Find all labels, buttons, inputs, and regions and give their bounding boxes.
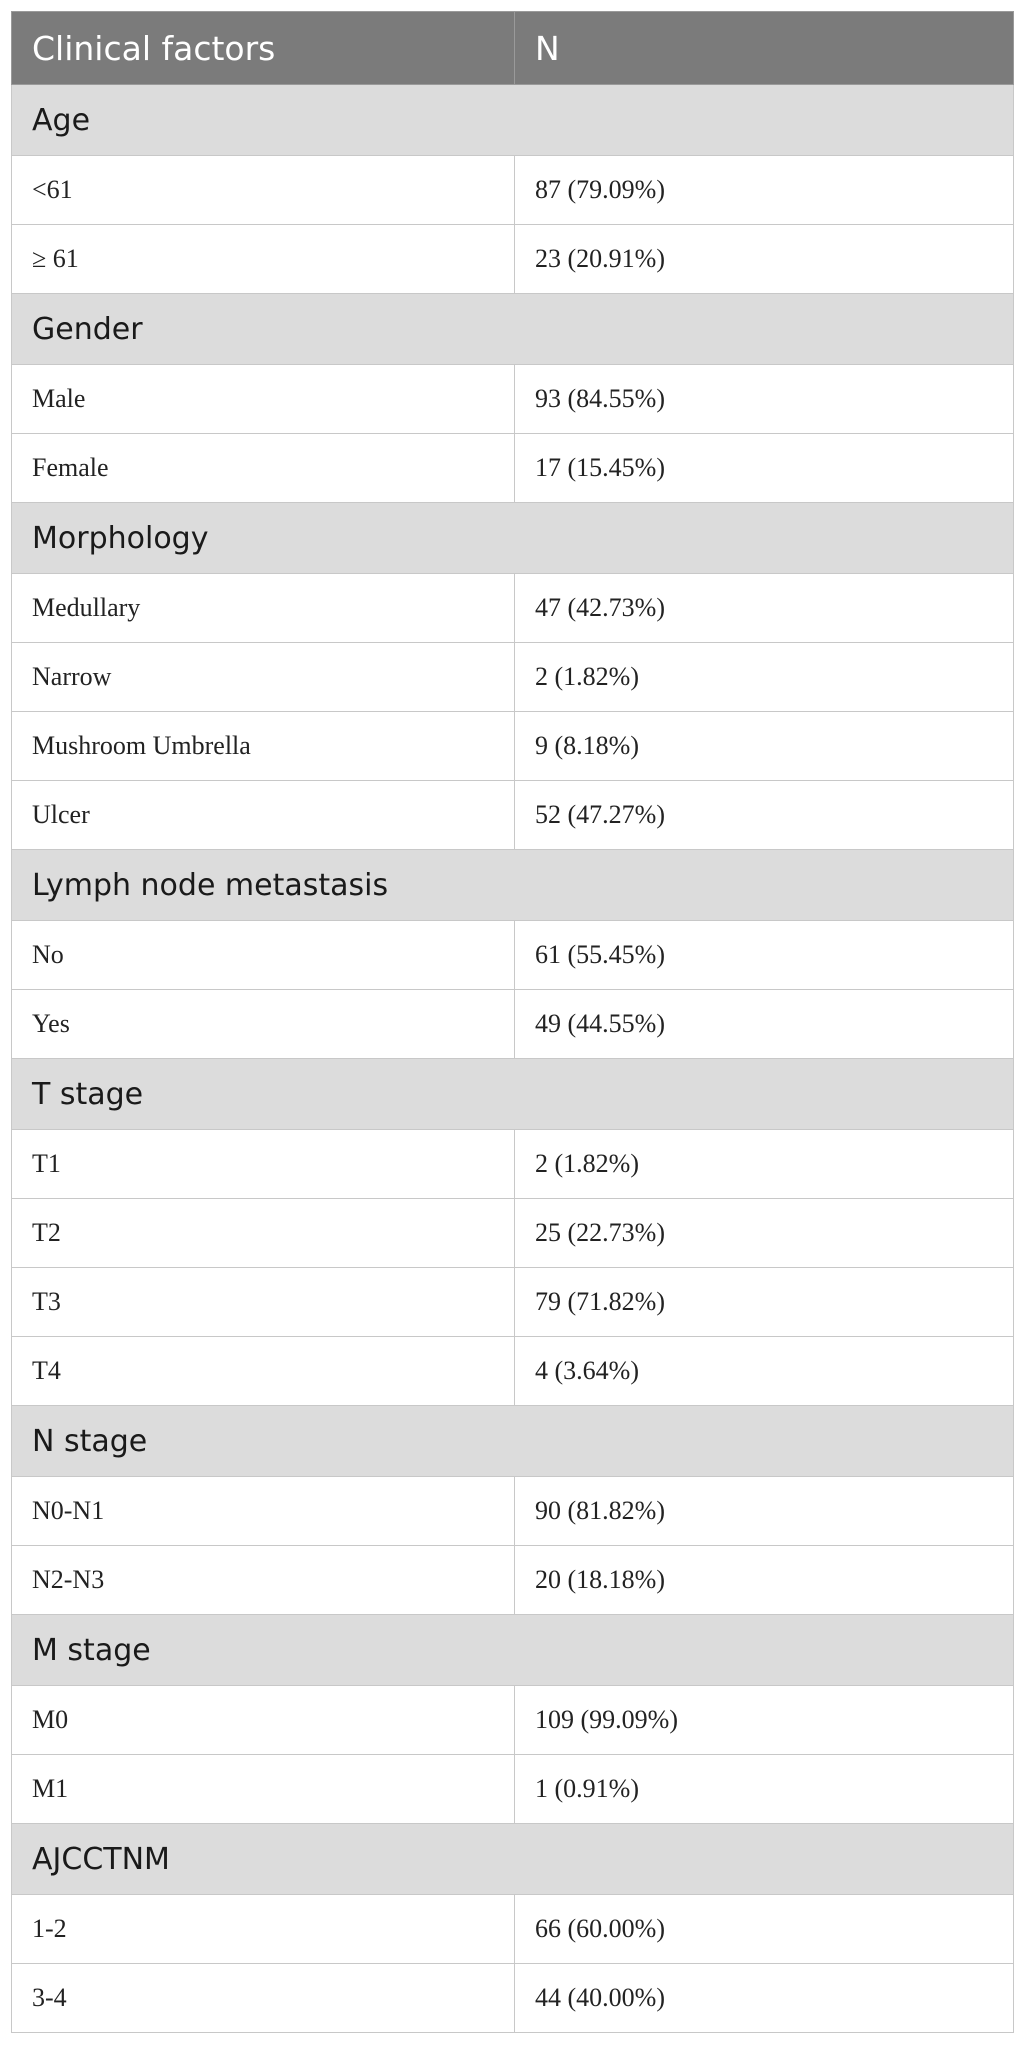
factor-cell: Female — [12, 434, 515, 503]
factor-cell: Ulcer — [12, 781, 515, 850]
group-label: Morphology — [12, 503, 1014, 574]
table-row — [12, 225, 1014, 294]
group-header-row — [12, 85, 1014, 156]
group-label: M stage — [12, 1615, 1014, 1686]
group-label: N stage — [12, 1406, 1014, 1477]
count-cell: 93 (84.55%) — [515, 365, 1014, 434]
table-row — [12, 1477, 1014, 1546]
table-row — [12, 990, 1014, 1059]
count-cell: 25 (22.73%) — [515, 1199, 1014, 1268]
factor-cell: Male — [12, 365, 515, 434]
group-label: Gender — [12, 294, 1014, 365]
table-row — [12, 156, 1014, 225]
group-label: Age — [12, 85, 1014, 156]
group-header-row — [12, 503, 1014, 574]
header-n: N — [515, 12, 1014, 85]
count-cell: 87 (79.09%) — [515, 156, 1014, 225]
factor-cell: T3 — [12, 1268, 515, 1337]
factor-cell: Mushroom Umbrella — [12, 712, 515, 781]
count-cell: 23 (20.91%) — [515, 225, 1014, 294]
factor-cell: T1 — [12, 1130, 515, 1199]
table-row — [12, 712, 1014, 781]
count-cell: 49 (44.55%) — [515, 990, 1014, 1059]
table-row — [12, 1337, 1014, 1406]
table-row — [12, 1755, 1014, 1824]
factor-cell: Narrow — [12, 643, 515, 712]
group-header-row — [12, 1615, 1014, 1686]
count-cell: 79 (71.82%) — [515, 1268, 1014, 1337]
table-row — [12, 434, 1014, 503]
table-row — [12, 1199, 1014, 1268]
table-row — [12, 1268, 1014, 1337]
table-row — [12, 1130, 1014, 1199]
count-cell: 2 (1.82%) — [515, 1130, 1014, 1199]
table-row — [12, 643, 1014, 712]
count-cell: 20 (18.18%) — [515, 1546, 1014, 1615]
table-header-row — [12, 12, 1014, 85]
count-cell: 1 (0.91%) — [515, 1755, 1014, 1824]
count-cell: 4 (3.64%) — [515, 1337, 1014, 1406]
factor-cell: N0-N1 — [12, 1477, 515, 1546]
table-row — [12, 574, 1014, 643]
table-row — [12, 1686, 1014, 1755]
group-label: Lymph node metastasis — [12, 850, 1014, 921]
count-cell: 90 (81.82%) — [515, 1477, 1014, 1546]
count-cell: 52 (47.27%) — [515, 781, 1014, 850]
count-cell: 17 (15.45%) — [515, 434, 1014, 503]
table-row — [12, 365, 1014, 434]
header-clinical-factors: Clinical factors — [12, 12, 515, 85]
factor-cell: N2-N3 — [12, 1546, 515, 1615]
group-header-row — [12, 1824, 1014, 1895]
factor-cell: Medullary — [12, 574, 515, 643]
table-row — [12, 1964, 1014, 2033]
group-label: T stage — [12, 1059, 1014, 1130]
factor-cell: M0 — [12, 1686, 515, 1755]
group-header-row — [12, 294, 1014, 365]
factor-cell: M1 — [12, 1755, 515, 1824]
table-row — [12, 1895, 1014, 1964]
count-cell: 109 (99.09%) — [515, 1686, 1014, 1755]
count-cell: 44 (40.00%) — [515, 1964, 1014, 2033]
table-body — [12, 85, 1014, 2033]
table-row — [12, 921, 1014, 990]
group-header-row — [12, 1406, 1014, 1477]
count-cell: 61 (55.45%) — [515, 921, 1014, 990]
count-cell: 2 (1.82%) — [515, 643, 1014, 712]
factor-cell: Yes — [12, 990, 515, 1059]
count-cell: 9 (8.18%) — [515, 712, 1014, 781]
table-row — [12, 781, 1014, 850]
table-row — [12, 1546, 1014, 1615]
count-cell: 66 (60.00%) — [515, 1895, 1014, 1964]
factor-cell: ≥ 61 — [12, 225, 515, 294]
factor-cell: <61 — [12, 156, 515, 225]
factor-cell: 1-2 — [12, 1895, 515, 1964]
factor-cell: T4 — [12, 1337, 515, 1406]
group-header-row — [12, 850, 1014, 921]
factor-cell: No — [12, 921, 515, 990]
factor-cell: T2 — [12, 1199, 515, 1268]
factor-cell: 3-4 — [12, 1964, 515, 2033]
count-cell: 47 (42.73%) — [515, 574, 1014, 643]
group-label: AJCCTNM — [12, 1824, 1014, 1895]
group-header-row — [12, 1059, 1014, 1130]
clinical-factors-table — [11, 11, 1014, 2033]
